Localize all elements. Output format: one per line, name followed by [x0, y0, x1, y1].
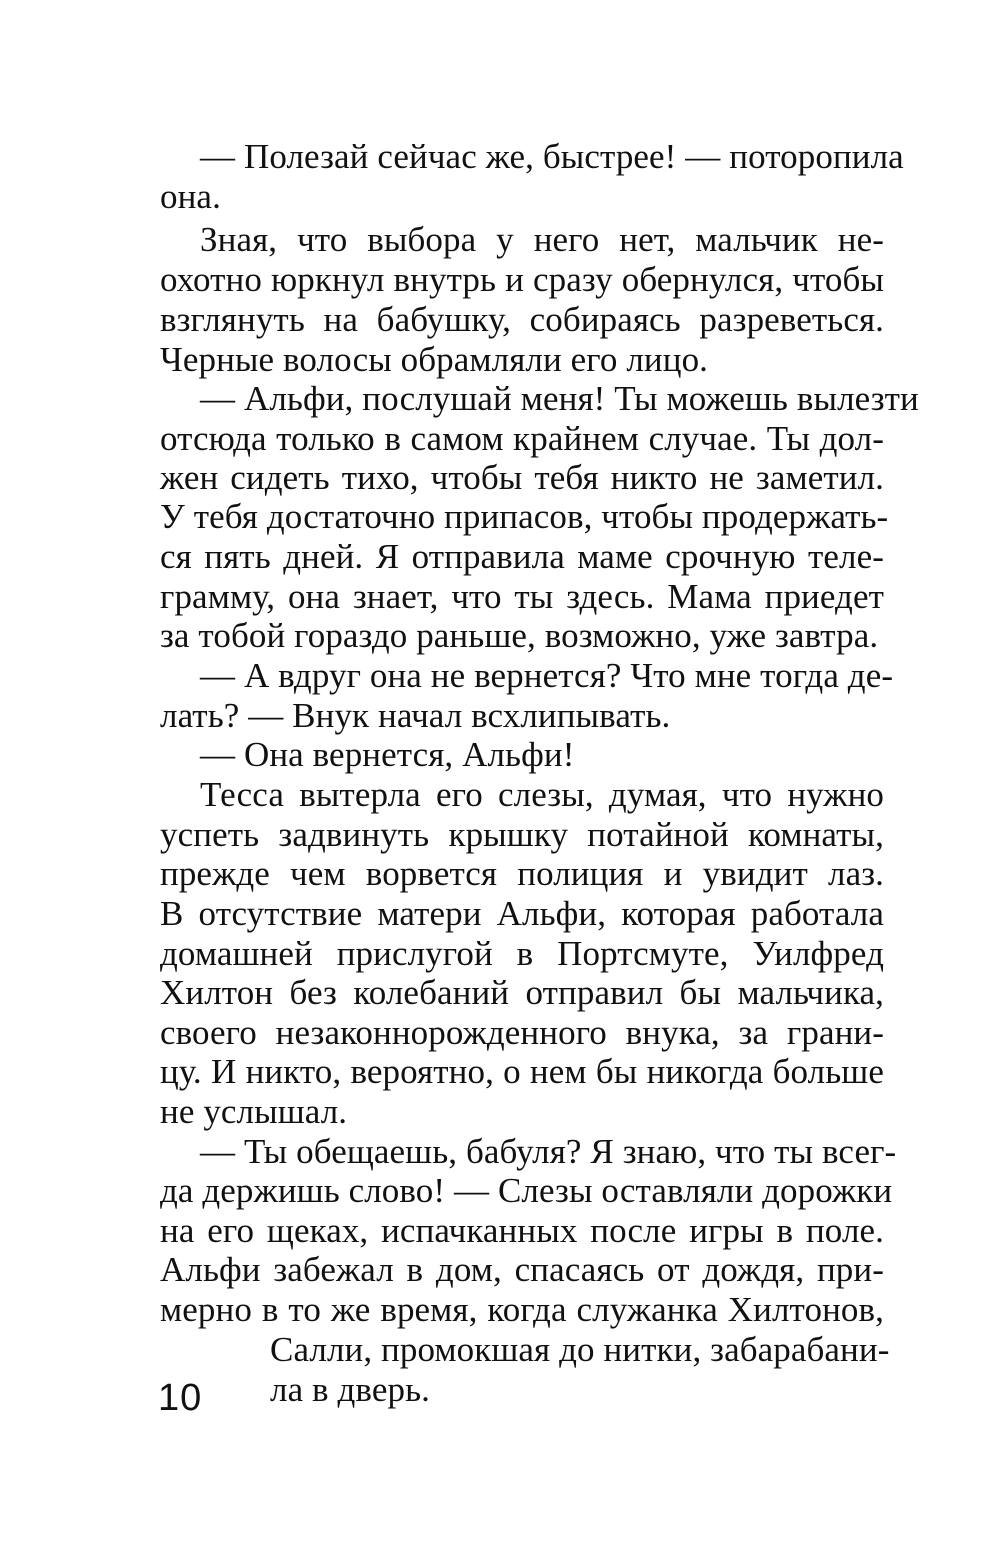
text-line: лать? — Внук начал всхлипывать. — [160, 696, 671, 735]
text-line: домашней прислугой в Портсмуте, Уилфред — [160, 934, 884, 973]
text-line: У тебя достаточно припасов, чтобы продержать- — [160, 497, 889, 536]
text-line: не услышал. — [160, 1092, 348, 1131]
page-number: 10 — [158, 1377, 203, 1419]
text-line: ся пять дней. Я отправила маме срочную теле- — [160, 537, 884, 576]
text-line: мерно в то же время, когда служанка Хилтонов, — [160, 1290, 884, 1329]
text-line: отсюда только в самом крайнем случае. Ты дол- — [160, 419, 884, 458]
text-line: грамму, она знает, что ты здесь. Мама приедет — [160, 577, 884, 616]
text-line: успеть задвинуть крышку потайной комнаты, — [160, 815, 884, 854]
text-line: взглянуть на бабушку, собираясь разреветься. — [160, 300, 884, 339]
text-line: Черные волосы обрамляли его лицо. — [160, 340, 709, 379]
text-line: Хилтон без колебаний отправил бы мальчика, — [160, 973, 884, 1012]
text-line: Тесса вытерла его слезы, думая, что нужно — [200, 775, 884, 814]
text-line: да держишь слово! — Слезы оставляли дорожки — [160, 1171, 893, 1210]
text-line: за тобой гораздо раньше, возможно, уже завтра. — [160, 616, 879, 655]
text-line: — Ты обещаешь, бабуля? Я знаю, что ты всег- — [200, 1132, 897, 1171]
text-line: цу. И никто, вероятно, о нем бы никогда больше — [160, 1052, 884, 1091]
text-line: своего незаконнорожденного внука, за грани- — [160, 1013, 884, 1052]
text-line: охотно юркнул внутрь и сразу обернулся, чтобы — [160, 260, 884, 299]
text-line: жен сидеть тихо, чтобы тебя никто не заметил. — [160, 458, 884, 497]
text-line: она. — [160, 177, 221, 216]
text-line: Альфи забежал в дом, спасаясь от дождя, при- — [160, 1250, 884, 1289]
text-line: Салли, промокшая до нитки, забарабани- — [270, 1330, 890, 1369]
text-line: В отсутствие матери Альфи, которая работала — [160, 894, 884, 933]
text-line: — Полезай сейчас же, быстрее! — поторопила — [200, 137, 904, 176]
text-line: на его щеках, испачканных после игры в поле. — [160, 1211, 884, 1250]
text-line: — Она вернется, Альфи! — [200, 735, 575, 774]
text-line: — Альфи, послушай меня! Ты можешь вылезти — [200, 379, 919, 418]
text-line: Зная, что выбора у него нет, мальчик не- — [200, 220, 884, 259]
text-line: прежде чем ворвется полиция и увидит лаз. — [160, 854, 884, 893]
text-line: ла в дверь. — [270, 1370, 431, 1409]
text-line: — А вдруг она не вернется? Что мне тогда де- — [200, 656, 894, 695]
